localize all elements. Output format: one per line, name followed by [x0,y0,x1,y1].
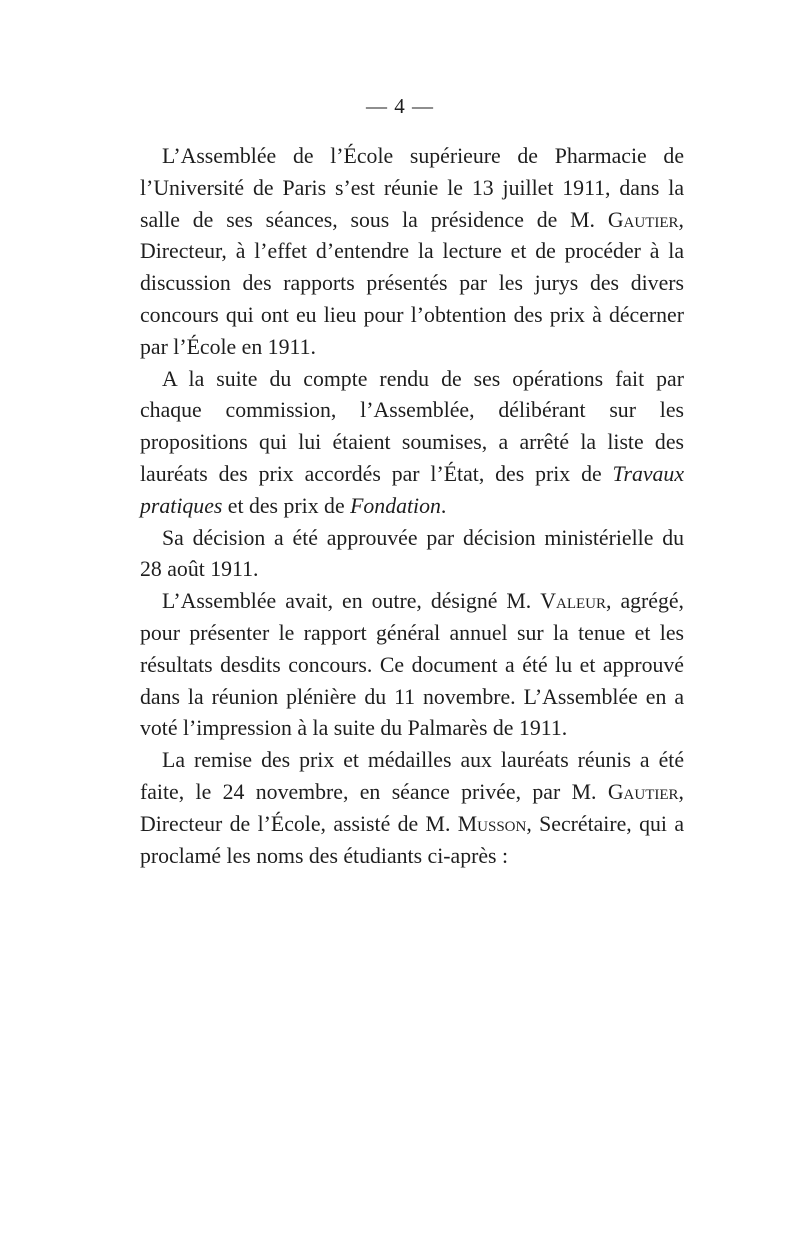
paragraph-text: Sa décision a été approuvée par décision ministérielle du 28 août 1911. [140,525,684,582]
paragraph-text: et des prix de [222,493,351,518]
paragraph-text: , Directeur de l’École, assisté de M. [140,779,684,836]
person-name: Gautier [607,207,679,232]
paragraph-text: , Secrétaire, qui a proclamé les noms des étudiants ci-après : [140,811,684,868]
italic-term: Fondation [350,493,441,518]
paragraph-text: A la suite du compte rendu de ses opérations fait par chaque commission, l’Assemblée, délibérant sur les propositions qui lui étaient soumises, a arrêté la liste des lauréats des prix accordés par l’État, des prix de [140,366,684,486]
paragraph-text: La remise des prix et médailles aux lauréats réunis a été faite, le 24 novembre, en séance privée, par M. [140,748,684,804]
paragraph-text: , agrégé, pour présenter le rapport général annuel sur la tenue et les résultats desdits concours. Ce document a été lu et approuvé dans la réunion plénière du 11 novembre. L’Assemblée en a voté l’impression à la suite du Palmarès de 1911. [140,589,684,741]
person-name: Gautier [607,779,679,804]
paragraph-text: L’Assemblée avait, en outre, désigné M. [162,589,541,614]
paragraph-text: , Directeur, à l’effet d’entendre la lecture et de procéder à la discussion des rapports présentés par les jurys des divers concours qui ont eu lieu pour l’obtention des prix à décerner par l’École en 1911. [140,207,684,359]
paragraph-ministerial-approval [140,523,684,587]
paragraph-laureates-list [140,364,684,523]
person-name: Valeur [540,589,607,614]
person-name: Musson [457,811,527,836]
paragraph-assembly-meeting [140,141,684,364]
paragraph-text: L’Assemblée de l’École supérieure de Pharmacie de l’Université de Paris s’est réunie le 13 juillet 1911, dans la salle de ses séances, sous la présidence de M. [140,144,684,232]
page-number: — 4 — [366,94,434,118]
paragraph-text: . [440,493,447,518]
paragraph-general-report [140,586,684,745]
paragraph-prize-ceremony [140,745,684,872]
body-text [140,141,684,872]
italic-term: Travaux pratiques [140,461,684,518]
